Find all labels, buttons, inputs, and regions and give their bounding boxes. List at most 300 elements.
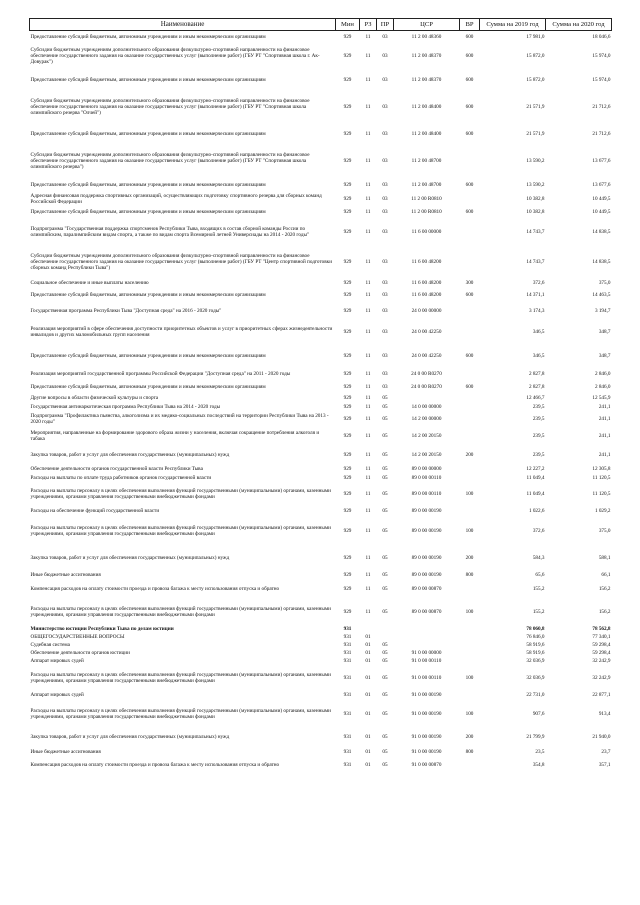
row-sum-2020: 3 194,7	[594, 307, 611, 314]
row-vr	[460, 412, 480, 426]
row-vr: 100	[465, 491, 474, 498]
row-csr: 14 2 00 20150	[411, 451, 442, 458]
row-vr: 100	[465, 674, 474, 681]
row-vr	[460, 474, 480, 483]
row-min: 929	[343, 307, 352, 314]
row-csr: 11 2 00 48370	[411, 53, 442, 60]
row-name: Предоставление субсидий бюджетным, автономным учреждениям и иным некоммерческим организациям	[30, 384, 266, 391]
row-sum-2020: 14 838,5	[592, 258, 611, 265]
table-row	[30, 483, 612, 506]
row-rz: 11	[365, 432, 371, 439]
table-row	[30, 426, 612, 446]
row-rz: 01	[365, 641, 371, 648]
row-rz: 11	[365, 76, 371, 83]
row-rz: 11	[365, 384, 371, 391]
row-sum-2020: 241,1	[598, 432, 611, 439]
row-sum-2019: 10 382,8	[526, 209, 545, 216]
row-sum-2019: 12 227,2	[526, 465, 545, 472]
row-sum-2020: 15 974,0	[592, 76, 611, 83]
row-pr: 03	[382, 329, 388, 336]
row-csr: 11 6 00 48200	[411, 280, 442, 287]
row-pr: 05	[382, 475, 388, 482]
row-sum-2020: 59 298,4	[592, 649, 611, 656]
row-min: 929	[343, 465, 352, 472]
row-min: 931	[343, 692, 352, 699]
row-vr: 100	[465, 710, 474, 717]
row-min: 929	[343, 491, 352, 498]
row-vr	[460, 394, 480, 403]
row-sum-2019: 155,2	[532, 586, 545, 593]
row-rz: 11	[365, 291, 371, 298]
table-row	[30, 701, 612, 727]
row-sum-2019: 22 731,0	[526, 692, 545, 699]
row-sum-2019: 15 872,0	[526, 76, 545, 83]
row-pr: 05	[382, 692, 388, 699]
table-header	[30, 19, 612, 31]
table-row	[30, 474, 612, 483]
row-rz: 11	[365, 451, 371, 458]
row-csr: 89 0 00 00110	[411, 475, 442, 482]
row-vr	[460, 580, 480, 599]
row-pr: 05	[382, 554, 388, 561]
row-name: Расходы на выплаты персоналу в целях обеспечения выполнения функций государственными (муниципальными) органами, казенными учреждениями, органами управления государственными внебюджетными фондами	[30, 488, 331, 501]
row-sum-2020: 2 846,0	[594, 384, 611, 391]
row-pr: 05	[382, 432, 388, 439]
row-vr: 100	[465, 527, 474, 534]
row-vr	[460, 464, 480, 474]
row-sum-2019: 15 872,0	[526, 53, 545, 60]
row-pr: 05	[382, 404, 388, 411]
row-csr: 91 0 00 00110	[411, 658, 442, 665]
row-csr: 11 2 00 48400	[411, 131, 442, 138]
header-vr: ВР	[460, 19, 480, 31]
row-rz: 11	[365, 554, 371, 561]
row-vr: 200	[465, 733, 474, 740]
row-rz: 11	[365, 608, 371, 615]
row-min: 929	[343, 554, 352, 561]
row-csr: 89 0 00 00870	[411, 608, 442, 615]
row-sum-2020: 913,4	[598, 710, 611, 717]
row-pr: 05	[382, 674, 388, 681]
row-vr: 600	[465, 384, 474, 391]
row-sum-2020: 13 677,6	[592, 157, 611, 164]
row-min: 929	[343, 572, 352, 579]
row-sum-2019: 14 743,7	[526, 258, 545, 265]
row-sum-2020: 66,1	[601, 572, 611, 579]
row-min: 931	[343, 761, 352, 768]
row-vr	[460, 633, 480, 641]
row-rz: 11	[365, 404, 371, 411]
row-name: Расходы на выплаты персоналу в целях обеспечения выполнения функций государственными (муниципальными) органами, казенными учреждениями, органами управления государственными внебюджетными фондами	[30, 605, 331, 618]
row-vr	[460, 145, 480, 177]
row-pr: 05	[382, 527, 388, 534]
row-vr: 600	[465, 53, 474, 60]
row-min: 931	[343, 733, 352, 740]
row-pr: 03	[382, 291, 388, 298]
row-sum-2019: 2 827,8	[528, 384, 545, 391]
row-rz: 11	[365, 508, 371, 515]
row-sum-2020: 348,7	[598, 329, 611, 336]
table-row	[30, 302, 612, 320]
row-sum-2020: 32 242,9	[592, 674, 611, 681]
row-pr: 05	[382, 649, 388, 656]
header-sum-2019: Сумма на 2019 год	[480, 19, 546, 31]
row-rz: 11	[365, 34, 371, 41]
row-csr: 89 0 00 00000	[411, 465, 442, 472]
row-sum-2019: 32 036,9	[526, 674, 545, 681]
row-csr: 89 0 00 00190	[411, 572, 442, 579]
row-csr: 24 0 00 R0270	[411, 384, 442, 391]
row-csr: 11 2 00 48700	[411, 181, 442, 188]
row-sum-2019: 21 571,9	[526, 103, 545, 110]
row-sum-2019: 21 571,9	[526, 131, 545, 138]
row-rz: 11	[365, 228, 371, 235]
table-row	[30, 90, 612, 124]
row-min: 929	[343, 34, 352, 41]
row-name: Расходы на обеспечение функций государственной власти	[30, 508, 160, 515]
row-sum-2019: 14 743,7	[526, 228, 545, 235]
row-pr: 03	[382, 53, 388, 60]
row-rz: 11	[365, 53, 371, 60]
row-sum-2020: 15 974,0	[592, 53, 611, 60]
row-vr	[460, 367, 480, 381]
row-pr: 05	[382, 491, 388, 498]
row-rz: 11	[365, 329, 371, 336]
row-sum-2020: 241,1	[598, 451, 611, 458]
row-name: Государственная антинаркотическая программа Республики Тыва на 2014 - 2020 годы	[30, 404, 221, 411]
row-sum-2019: 3 174,3	[528, 307, 545, 314]
row-sum-2019: 907,6	[532, 710, 545, 717]
row-name: Министерство юстиции Республики Тыва по делам юстиции	[30, 625, 174, 632]
row-pr: 05	[382, 761, 388, 768]
row-sum-2020: 12 305,8	[592, 465, 611, 472]
row-name: Расходы на выплаты персоналу в целях обеспечения выполнения функций государственными (муниципальными) органами, казенными учреждениями, органами управления государственными внебюджетными фондами	[30, 671, 331, 684]
row-vr	[460, 245, 480, 279]
table-row	[30, 31, 612, 43]
row-csr: 11 2 00 48400	[411, 103, 442, 110]
row-vr: 200	[465, 554, 474, 561]
row-rz	[360, 625, 377, 633]
row-rz: 11	[365, 209, 371, 216]
row-csr: 14 2 00 00000	[411, 415, 442, 422]
row-vr	[460, 506, 480, 517]
row-sum-2019: 23,5	[535, 748, 545, 755]
row-sum-2019: 58 919,6	[526, 649, 545, 656]
row-min: 929	[343, 228, 352, 235]
row-pr: 03	[382, 131, 388, 138]
table-row	[30, 599, 612, 625]
row-vr: 100	[465, 608, 474, 615]
row-sum-2020: 14 463,5	[592, 291, 611, 298]
row-csr: 11 6 00 48200	[411, 258, 442, 265]
row-sum-2020: 10 449,5	[592, 196, 611, 203]
row-pr	[377, 625, 394, 633]
row-vr	[460, 649, 480, 657]
row-vr	[460, 320, 480, 345]
row-sum-2019: 58 919,6	[526, 641, 545, 648]
row-name: Обеспечение деятельности органов юстиции	[30, 649, 130, 656]
row-sum-2019: 239,5	[532, 415, 545, 422]
row-rz: 11	[365, 572, 371, 579]
row-name: Субсидии бюджетным учреждениям дополнительного образования физкультурно-спортивной направленности на финансовое обеспечение государственного задания на оказание государственных услуг (выполнение работ) (ГБУ РТ "Спортивная школа олимпийского резерва "Олчей")	[30, 97, 310, 116]
row-rz: 11	[365, 196, 371, 203]
header-sum-2020: Сумма на 2020 год	[546, 19, 612, 31]
row-pr: 05	[382, 608, 388, 615]
row-name: Субсидии бюджетным учреждениям дополнительного образования физкультурно-спортивной направленности на финансовое обеспечение государственного задания на оказание государственных услуг (выполнение работ) (ГБУ РТ "Спортивная школа олимпийского резерва")	[30, 151, 310, 170]
row-pr: 05	[382, 710, 388, 717]
row-sum-2019: 21 799,9	[526, 733, 545, 740]
row-name: Подпрограмма "Профилактика пьянства, алкоголизма и их медико-социальных последствий на территории Республики Тыва на 2013 - 2020 годы"	[30, 412, 329, 425]
row-name: Предоставление субсидий бюджетным, автономным учреждениям и иным некоммерческим организациям	[30, 131, 266, 138]
row-pr: 03	[382, 209, 388, 216]
row-csr	[394, 625, 460, 633]
row-csr: 91 0 00 00870	[411, 761, 442, 768]
row-min: 929	[343, 384, 352, 391]
header-name: Наименование	[30, 19, 336, 31]
row-name: Аппарат мировых судей	[30, 692, 84, 699]
row-name: Расходы на выплаты персоналу в целях обеспечения выполнения функций государственными (муниципальными) органами, казенными учреждениями, органами управления государственными внебюджетными фондами	[30, 707, 331, 720]
table-row	[30, 279, 612, 288]
row-vr: 600	[465, 103, 474, 110]
row-min: 931	[343, 674, 352, 681]
table-row	[30, 657, 612, 666]
row-min: 931	[343, 625, 352, 632]
row-pr: 03	[382, 370, 388, 377]
table-row	[30, 545, 612, 571]
row-name: Подпрограмма "Государственная поддержка спортсменов Республики Тыва, входящих в состав сборной команды России по олимпийским, паралимпийским видам спорта, а также по видам спорта Всемирной летней Универсиады на 2014 - 2020 годы"	[30, 225, 310, 238]
row-sum-2020: 21 712,6	[592, 103, 611, 110]
row-min: 929	[343, 209, 352, 216]
row-sum-2020: 588,1	[598, 554, 611, 561]
row-rz: 01	[365, 748, 371, 755]
row-vr	[460, 690, 480, 701]
row-rz: 01	[365, 649, 371, 656]
row-csr: 89 0 00 00190	[411, 554, 442, 561]
row-sum-2020: 77 340,1	[592, 633, 611, 640]
row-sum-2020: 21 712,6	[592, 131, 611, 138]
row-sum-2019: 346,5	[532, 329, 545, 336]
row-rz: 01	[365, 633, 371, 640]
row-min: 929	[343, 508, 352, 515]
table-row	[30, 245, 612, 279]
table-row	[30, 757, 612, 773]
row-sum-2019: 12 466,7	[526, 395, 545, 402]
row-pr: 05	[382, 415, 388, 422]
row-csr	[394, 394, 460, 403]
row-name: Социальное обеспечение и иные выплаты населению	[30, 280, 149, 287]
row-name: Предоставление субсидий бюджетным, автономным учреждениям и иным некоммерческим организациям	[30, 76, 266, 83]
row-min: 929	[343, 586, 352, 593]
row-csr: 91 0 00 00190	[411, 692, 442, 699]
header-csr: ЦСР	[394, 19, 460, 31]
row-name: Закупка товаров, работ и услуг для обеспечения государственных (муниципальных) нужд	[30, 451, 230, 458]
row-name: Аппарат мировых судей	[30, 658, 84, 665]
row-sum-2020: 357,1	[598, 761, 611, 768]
row-min: 931	[343, 710, 352, 717]
row-sum-2020: 11 120,5	[592, 475, 611, 482]
table-row	[30, 517, 612, 545]
row-sum-2020: 12 545,9	[592, 395, 611, 402]
row-sum-2020: 348,7	[598, 352, 611, 359]
row-rz: 11	[365, 352, 371, 359]
table-row	[30, 145, 612, 177]
row-sum-2020: 156,2	[598, 608, 611, 615]
row-vr	[460, 757, 480, 773]
row-name: Иные бюджетные ассигнования	[30, 572, 101, 579]
row-name: Реализация мероприятий в сфере обеспечения доступности приоритетных объектов и услуг в приоритетных сферах жизнедеятельности инвалидов и других маломобильных групп населения	[30, 326, 333, 339]
row-name: Иные бюджетные ассигнования	[30, 748, 101, 755]
row-sum-2019: 372,6	[532, 527, 545, 534]
row-min: 931	[343, 641, 352, 648]
row-name: Адресная финансовая поддержка спортивных организаций, осуществляющих подготовку спортивного резерва для сборных команд Российской Федерации	[30, 193, 322, 206]
table-row	[30, 70, 612, 90]
row-rz: 11	[365, 131, 371, 138]
row-sum-2020: 11 120,5	[592, 491, 611, 498]
row-sum-2020: 14 838,5	[592, 228, 611, 235]
table-row	[30, 219, 612, 245]
row-csr	[394, 641, 460, 649]
table-row	[30, 690, 612, 701]
row-min: 931	[343, 748, 352, 755]
row-csr: 89 0 00 00190	[411, 508, 442, 515]
row-sum-2019: 1 022,6	[528, 508, 545, 515]
row-vr	[460, 641, 480, 649]
table-row	[30, 625, 612, 633]
row-name: Компенсация расходов на оплату стоимости проезда и провоза багажа к месту использования отпуска и обратно	[30, 761, 280, 768]
row-sum-2019: 13 590,2	[526, 157, 545, 164]
row-name: Закупка товаров, работ и услуг для обеспечения государственных (муниципальных) нужд	[30, 554, 230, 561]
row-vr: 600	[465, 209, 474, 216]
row-rz: 11	[365, 465, 371, 472]
row-csr: 14 2 00 20150	[411, 432, 442, 439]
row-min: 931	[343, 633, 352, 640]
table-row	[30, 403, 612, 412]
table-row	[30, 747, 612, 757]
row-pr: 03	[382, 307, 388, 314]
row-pr: 05	[382, 586, 388, 593]
row-min: 929	[343, 415, 352, 422]
row-csr: 91 0 00 00190	[411, 710, 442, 717]
row-name: Предоставление субсидий бюджетным, автономным учреждениям и иным некоммерческим организациям	[30, 291, 266, 298]
row-sum-2019: 32 036,9	[526, 658, 545, 665]
row-sum-2019: 78 060,8	[526, 625, 545, 632]
table-row	[30, 641, 612, 649]
row-csr: 24 0 00 00000	[411, 307, 442, 314]
row-rz: 01	[365, 674, 371, 681]
table-body	[30, 31, 612, 773]
row-min: 931	[343, 658, 352, 665]
header-row	[30, 19, 612, 31]
row-name: Предоставление субсидий бюджетным, автономным учреждениям и иным некоммерческим организациям	[30, 34, 266, 41]
row-name: Расходы на выплаты персоналу в целях обеспечения выполнения функций государственными (муниципальными) органами, казенными учреждениями, органами управления государственными внебюджетными фондами	[30, 524, 331, 537]
row-rz: 11	[365, 415, 371, 422]
row-name: Субсидии бюджетным учреждениям дополнительного образования физкультурно-спортивной направленности на финансовое обеспечение государственного задания на оказание государственных услуг (выполнение работ) (ГБУ РТ "Центр спортивной подготовки сборных команд Республики Тыва")	[30, 252, 332, 271]
header-rz: РЗ	[360, 19, 377, 31]
row-min: 929	[343, 76, 352, 83]
row-csr: 11 2 00 R0810	[411, 209, 442, 216]
row-rz: 11	[365, 258, 371, 265]
row-sum-2019: 2 827,8	[528, 370, 545, 377]
row-min: 931	[343, 649, 352, 656]
row-sum-2019: 13 590,2	[526, 181, 545, 188]
table-row	[30, 394, 612, 403]
row-rz: 11	[365, 157, 371, 164]
row-name: ОБЩЕГОСУДАРСТВЕННЫЕ ВОПРОСЫ	[30, 633, 125, 640]
row-csr: 91 0 00 00190	[411, 733, 442, 740]
row-pr: 05	[382, 572, 388, 579]
row-sum-2019: 65,6	[535, 572, 545, 579]
row-sum-2020: 13 677,6	[592, 181, 611, 188]
row-name: Расходы на выплаты по оплате труда работников органов государственной власти	[30, 475, 212, 482]
row-rz: 01	[365, 692, 371, 699]
row-sum-2019: 76 846,0	[526, 633, 545, 640]
row-pr: 05	[382, 748, 388, 755]
row-csr: 24 0 00 42250	[411, 329, 442, 336]
row-vr: 600	[465, 131, 474, 138]
row-sum-2020: 10 449,5	[592, 209, 611, 216]
row-rz: 11	[365, 586, 371, 593]
row-sum-2019: 239,5	[532, 451, 545, 458]
row-sum-2020: 1 029,2	[594, 508, 611, 515]
table-row	[30, 580, 612, 599]
row-name: Судебная система	[30, 641, 70, 648]
row-min: 929	[343, 53, 352, 60]
row-vr	[460, 193, 480, 206]
row-min: 929	[343, 432, 352, 439]
row-min: 929	[343, 395, 352, 402]
row-vr: 600	[465, 34, 474, 41]
row-csr: 11 2 00 48700	[411, 157, 442, 164]
row-name: Компенсация расходов на оплату стоимости проезда и провоза багажа к месту использования отпуска и обратно	[30, 586, 280, 593]
row-rz: 01	[365, 761, 371, 768]
header-min: Мин	[336, 19, 360, 31]
row-min: 929	[343, 475, 352, 482]
row-rz: 01	[365, 658, 371, 665]
row-sum-2019: 239,5	[532, 432, 545, 439]
header-pr: ПР	[377, 19, 394, 31]
row-csr: 11 2 00 48370	[411, 76, 442, 83]
table-row	[30, 193, 612, 206]
table-row	[30, 177, 612, 193]
row-rz: 01	[365, 733, 371, 740]
row-name: Мероприятия, направленные на формирование здорового образа жизни у населения, включая сокращение потребления алкоголя и табака	[30, 429, 320, 442]
row-min: 929	[343, 131, 352, 138]
row-sum-2020: 241,1	[598, 415, 611, 422]
row-csr: 24 0 00 42250	[411, 352, 442, 359]
row-vr	[460, 657, 480, 666]
row-csr: 11 6 00 00000	[411, 228, 442, 235]
row-csr: 89 0 00 00110	[411, 491, 442, 498]
row-sum-2020: 22 877,1	[592, 692, 611, 699]
table-row	[30, 633, 612, 641]
row-csr: 89 0 00 00870	[411, 586, 442, 593]
row-sum-2020: 156,2	[598, 586, 611, 593]
row-sum-2019: 354,8	[532, 761, 545, 768]
row-vr: 300	[465, 280, 474, 287]
row-pr: 05	[382, 395, 388, 402]
row-rz: 11	[365, 280, 371, 287]
table-row	[30, 727, 612, 747]
row-pr: 03	[382, 280, 388, 287]
row-sum-2020: 375,0	[598, 280, 611, 287]
row-vr	[460, 302, 480, 320]
row-rz: 11	[365, 395, 371, 402]
row-csr: 91 0 00 00190	[411, 748, 442, 755]
row-pr: 03	[382, 76, 388, 83]
row-vr: 600	[465, 76, 474, 83]
table-row	[30, 345, 612, 367]
table-row	[30, 206, 612, 219]
